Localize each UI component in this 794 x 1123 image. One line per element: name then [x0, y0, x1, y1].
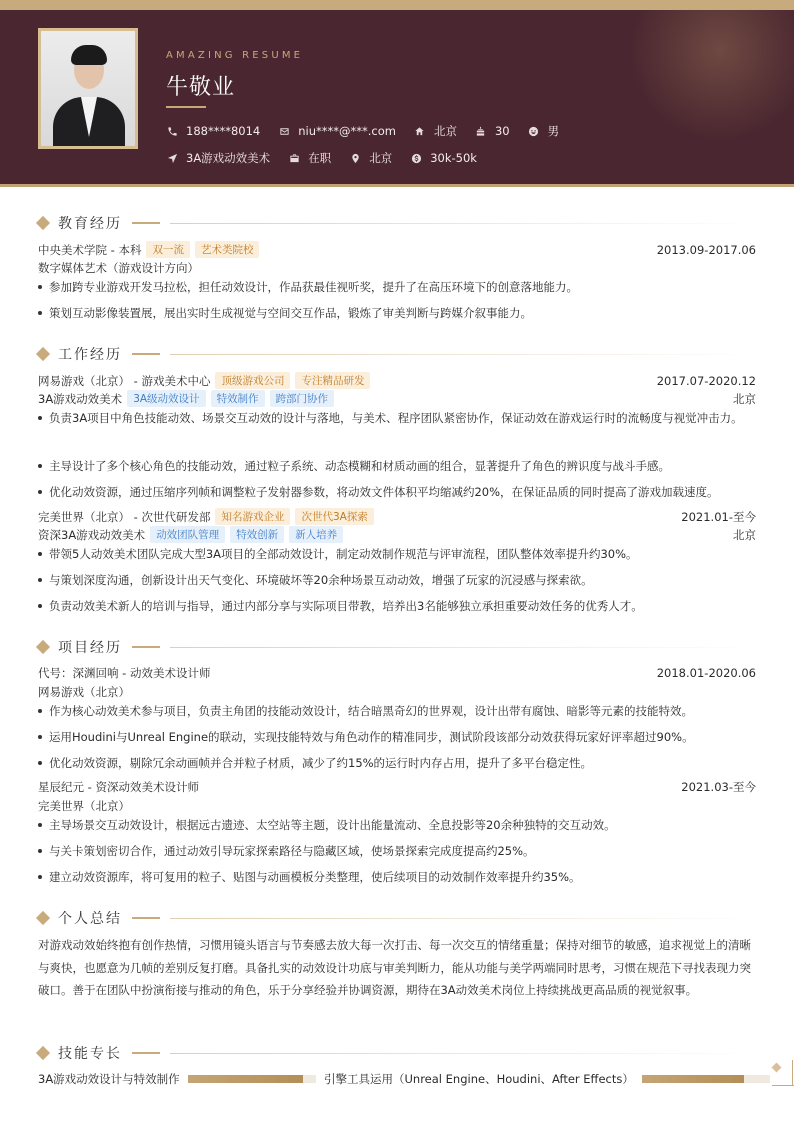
role-tag: 新人培养	[289, 526, 343, 543]
salary-value: 30k-50k	[430, 151, 477, 165]
role-tag: 特效创新	[230, 526, 284, 543]
status-value: 在职	[308, 151, 332, 165]
list-item: 策划互动影像装置展，展出实时生成视觉与空间交互作品，锻炼了审美判断与跨媒介叙事能力。	[38, 302, 756, 324]
email-value: niu****@***.com	[298, 124, 396, 138]
location-icon	[349, 152, 361, 164]
skill-item	[324, 1071, 770, 1087]
work-date: 2021.01-至今	[681, 509, 756, 524]
role-tag: 动效团队管理	[150, 526, 225, 543]
major: 数字媒体艺术（游戏设计方向）	[38, 261, 199, 275]
list-item: 带领5人动效美术团队完成大型3A项目的全部动效设计，制定动效制作规范与评审流程，团队整体效率提升约30%。	[38, 543, 756, 565]
work-location: 北京	[733, 391, 756, 406]
name-underline	[166, 106, 206, 108]
diamond-icon	[36, 216, 50, 230]
project-date: 2018.01-2020.06	[656, 666, 756, 680]
diamond-icon	[36, 1046, 50, 1060]
gender-value: 男	[547, 124, 560, 138]
education-date: 2013.09-2017.06	[656, 242, 756, 257]
list-item: 运用Houdini与Unreal Engine的联动，实现技能特效与角色动作的精准同步，测试阶段该部分动效获得玩家好评率超过90%。	[38, 726, 756, 748]
company-tag: 知名游戏企业	[215, 508, 290, 525]
company-tag: 次世代3A探索	[295, 508, 373, 525]
age-icon	[475, 125, 487, 137]
company-name: 网易游戏（北京） - 游戏美术中心	[38, 373, 211, 388]
skill-name: 3A游戏动效设计与特效制作	[38, 1072, 180, 1086]
candidate-name: 牛敬业	[166, 75, 236, 100]
section-divider	[170, 918, 758, 919]
list-item: 优化动效资源，通过压缩序列帧和调整粒子发射器参数，将动效文件体积平均缩减约20%，在保证品质的同时提高了游戏加载速度。	[38, 481, 756, 503]
location-info	[349, 150, 392, 166]
home-icon	[414, 125, 426, 137]
position-info	[166, 150, 270, 166]
company-name: 完美世界（北京） - 次世代研发部	[38, 509, 211, 524]
city-info	[414, 123, 457, 139]
city-value: 北京	[433, 124, 457, 138]
diamond-icon	[36, 640, 50, 654]
list-item: 负责动效美术新人的培训与指导，通过内部分享与实际项目带教，培养出3名能够独立承担重要动效任务的优秀人才。	[38, 595, 756, 617]
skill-item	[38, 1071, 316, 1087]
section-title: 项目经历	[58, 640, 122, 656]
projects-section-header	[36, 637, 758, 657]
phone-icon	[166, 125, 178, 137]
summary-section-header	[36, 908, 758, 928]
phone-value: 188****8014	[186, 124, 261, 138]
work-date: 2017.07-2020.12	[656, 373, 756, 388]
skill-bar	[188, 1075, 316, 1083]
section-title: 个人总结	[58, 911, 122, 927]
gender-icon	[528, 125, 540, 137]
diamond-icon	[36, 911, 50, 925]
project-date: 2021.03-至今	[681, 780, 756, 794]
school-name: 中央美术学院 - 本科	[38, 242, 142, 257]
section-divider	[170, 1053, 758, 1054]
work-location: 北京	[733, 527, 756, 542]
section-dash	[132, 1052, 160, 1054]
section-dash	[132, 917, 160, 919]
school-tag: 艺术类院校	[195, 241, 260, 258]
age-info	[475, 124, 510, 138]
money-icon	[410, 152, 422, 164]
section-dash	[132, 353, 160, 355]
resume-subtitle: AMAZING RESUME	[166, 50, 304, 61]
location-value: 北京	[369, 151, 393, 165]
work-section-header	[36, 344, 758, 364]
status-info	[288, 150, 331, 166]
skills-section-header	[36, 1043, 758, 1063]
section-divider	[170, 354, 758, 355]
section-title: 教育经历	[58, 216, 122, 232]
corner-diamond-icon	[772, 1063, 782, 1073]
gender-info	[528, 123, 560, 139]
list-item: 建立动效资源库，将可复用的粒子、贴图与动画模板分类整理，使后续项目的动效制作效率提升约35%。	[38, 866, 756, 888]
work-role-row	[38, 390, 756, 407]
list-item: 参加跨专业游戏开发马拉松，担任动效设计，作品获最佳视听奖，提升了在高压环境下的创意落地能力。	[38, 276, 756, 298]
list-item: 与关卡策划密切合作，通过动效引导玩家探索路径与隐藏区域，使场景探索完成度提高约25%。	[38, 840, 756, 862]
section-dash	[132, 646, 160, 648]
school-tag: 双一流	[146, 241, 190, 258]
contact-info-row	[166, 123, 577, 139]
section-divider	[170, 647, 758, 648]
list-item: 主导设计了多个核心角色的技能动效，通过粒子系统、动态模糊和材质动画的组合，显著提升了角色的辨识度与战斗手感。	[38, 455, 756, 477]
age-value: 30	[494, 124, 510, 138]
role-tag: 跨部门协作	[270, 390, 335, 407]
salary-info	[410, 151, 477, 165]
summary-text: 对游戏动效始终抱有创作热情，习惯用镜头语言与节奏感去放大每一次打击、每一次交互的情绪重量；保持对细节的敏感，追求视觉上的清晰与爽快，也愿意为几帧的差别反复打磨。具备扎实的动效设计功底与审美判断力，能从功能与美学两端同时思考，习惯在规范下寻找表现力突破口。善于在团队中扮演衔接与推动的角色，乐于分享经验并协调资源，期待在3A动效美术岗位上持续挑战更高品质的视觉叙事。	[38, 938, 751, 997]
list-item: 优化动效资源，剔除冗余动画帧并合并粒子材质，减少了约15%的运行时内存占用，提升了多平台稳定性。	[38, 752, 756, 774]
list-item: 负责3A项目中角色技能动效、场景交互动效的设计与落地，与美术、程序团队紧密协作，保证动效在游戏运行时的流畅度与视觉冲击力。	[38, 407, 756, 429]
top-accent-bar	[0, 0, 794, 10]
list-item: 主导场景交互动效设计，根据远古遗迹、太空站等主题，设计出能量流动、全息投影等20余种独特的交互动效。	[38, 814, 756, 836]
job-intention-row	[166, 150, 495, 166]
list-item: 作为核心动效美术参与项目，负责主角团的技能动效设计，结合暗黑奇幻的世界观，设计出带有腐蚀、暗影等元素的技能特效。	[38, 700, 756, 722]
work-entry-header	[38, 508, 756, 525]
list-item: 与策划深度沟通，创新设计出天气变化、环境破坏等20余种场景互动动效，增强了玩家的沉浸感与探索欲。	[38, 569, 756, 591]
work-entry-header	[38, 372, 756, 389]
project-org: 完美世界（北京）	[38, 799, 130, 813]
education-entry-header	[38, 241, 756, 258]
diamond-icon	[36, 347, 50, 361]
project-org: 网易游戏（北京）	[38, 685, 130, 699]
project-title: 星辰纪元 - 资深动效美术设计师	[38, 780, 199, 794]
project-title: 代号：深渊回响 - 动效美术设计师	[38, 666, 211, 680]
role-name: 3A游戏动效美术	[38, 391, 123, 406]
skill-bar-fill	[188, 1075, 303, 1083]
skill-name: 引擎工具运用（Unreal Engine、Houdini、After Effects）	[324, 1072, 634, 1086]
project-entry-header	[38, 665, 756, 681]
company-tag: 专注精品研发	[295, 372, 370, 389]
role-tag: 特效制作	[211, 390, 265, 407]
role-name: 资深3A游戏动效美术	[38, 527, 146, 542]
briefcase-icon	[288, 152, 300, 164]
header-bottom-border	[0, 184, 794, 187]
role-tag: 3A级动效设计	[127, 390, 205, 407]
work-role-row	[38, 526, 756, 543]
phone-info	[166, 124, 260, 138]
position-value: 3A游戏动效美术	[186, 151, 271, 165]
section-title: 工作经历	[58, 347, 122, 363]
skill-bar-fill	[642, 1075, 744, 1083]
email-icon	[278, 125, 290, 137]
profile-photo	[38, 28, 138, 149]
section-title: 技能专长	[58, 1046, 122, 1062]
section-divider	[170, 223, 758, 224]
email-info	[278, 124, 396, 138]
send-icon	[166, 152, 178, 164]
skill-bar	[642, 1075, 770, 1083]
company-tag: 顶级游戏公司	[215, 372, 290, 389]
education-section-header	[36, 213, 758, 233]
project-entry-header	[38, 779, 756, 795]
corner-ornament	[772, 1085, 794, 1086]
resume-header	[0, 10, 794, 186]
section-dash	[132, 222, 160, 224]
corner-ornament	[792, 1060, 793, 1086]
